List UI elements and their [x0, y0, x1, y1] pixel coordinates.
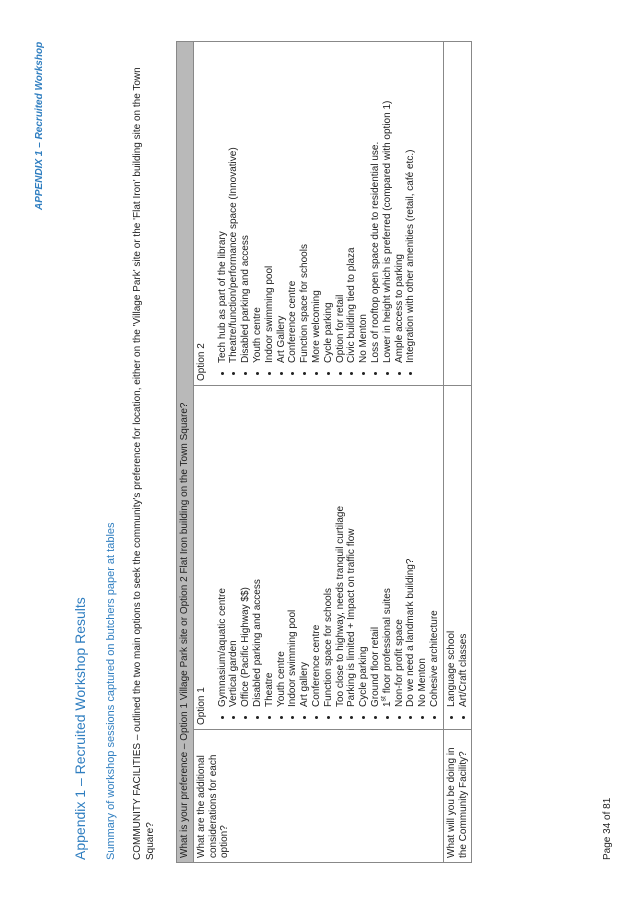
list-item: • Language school — [446, 390, 458, 707]
appendix-header-tag: APPENDIX 1 – Recruited Workshop — [34, 41, 45, 210]
list-item: • Do we need a landmark building? — [405, 390, 417, 707]
option2-list — [217, 46, 418, 381]
option2-cell — [193, 42, 443, 386]
list-item: • Option for retail — [335, 46, 347, 363]
doing-label: What will you be doing in the Community Facility? — [443, 730, 472, 863]
list-item: • Theatre/function/performance space (Innovative) — [228, 46, 240, 363]
list-item: • Indoor swimming pool — [264, 46, 276, 363]
list-item: • Too close to highway, needs tranquil curtilage — [335, 390, 347, 707]
doing-list — [446, 390, 470, 725]
list-item: • Lower in height which is preferred (compared with option 1) — [382, 46, 394, 363]
page-subtitle: Summary of workshop sessions captured on butchers paper at tables — [105, 522, 117, 860]
ordinal-suffix: st — [380, 695, 388, 702]
page-title: Appendix 1 – Recruited Workshop Results — [72, 597, 88, 860]
list-item: • Cohesive architecture — [429, 390, 441, 707]
list-item: • Conference centre — [287, 46, 299, 363]
list-item: • Disabled parking and access — [240, 46, 252, 363]
list-item: • Non-for profit space — [394, 390, 406, 707]
list-item: • Office (Pacific Highway $$) — [240, 390, 252, 707]
list-item: • Art Gallery — [276, 46, 288, 363]
list-item: • Disabled parking and access — [252, 390, 264, 707]
list-item: • Cycle parking — [358, 390, 370, 707]
option1-cell — [193, 386, 443, 730]
list-item: • Art/Craft classes — [458, 390, 470, 707]
list-item: • Vertical garden — [228, 390, 240, 707]
list-item: • No Menton — [358, 46, 370, 363]
intro-paragraph: COMMUNITY FACILITIES – outlined the two main options to seek the community's preference for location, either on the 'Village Park' site or the 'Flat Iron' building site on the Town Square? — [132, 67, 156, 860]
list-item: • Parking is limited + Impact on traffic flow — [346, 390, 358, 707]
doing-option2-cell — [443, 42, 472, 386]
list-item: • Youth centre — [252, 46, 264, 363]
list-item: • Function space for schools — [323, 390, 335, 707]
doing-row — [443, 42, 472, 863]
results-table — [176, 41, 472, 863]
list-item: • Youth centre — [276, 390, 288, 707]
question-cell: What is your preference – Option 1 Village Park site or Option 2 Flat Iron building on the Town Square? — [177, 42, 194, 863]
ordinal-number: 1 — [381, 701, 393, 707]
option1-heading: Option 1 — [195, 687, 207, 725]
list-item: • Conference centre — [311, 390, 323, 707]
considerations-label: What are the additional considerations for each option? — [193, 730, 443, 863]
page-number: Page 34 of 81 — [602, 797, 613, 860]
list-item: • Loss of rooftop open space due to residential use. — [370, 46, 382, 363]
list-item: • Indoor swimming pool — [287, 390, 299, 707]
list-item: • Art gallery — [299, 390, 311, 707]
list-item: • Ample access to parking — [394, 46, 406, 363]
option1-list — [217, 390, 441, 725]
list-item — [382, 390, 394, 707]
list-item: • More welcoming — [311, 46, 323, 363]
list-item-text: floor professional suites — [381, 588, 393, 696]
option2-heading: Option 2 — [195, 343, 207, 381]
list-item: • Function space for schools — [299, 46, 311, 363]
doing-option1-cell — [443, 386, 472, 730]
list-item: • Cycle parking — [323, 46, 335, 363]
list-item: • Tech hub as part of the library — [217, 46, 229, 363]
list-item: • Civic building tied to plaza — [346, 46, 358, 363]
list-item: • Integration with other amenities (retail, café etc.) — [405, 46, 417, 363]
list-item: • Gymnasium/aquatic centre — [217, 390, 229, 707]
considerations-row — [193, 42, 443, 863]
list-item: • Ground floor retail — [370, 390, 382, 707]
list-item: • Theatre — [264, 390, 276, 707]
question-row — [177, 42, 194, 863]
list-item: • No Menton — [417, 390, 429, 707]
